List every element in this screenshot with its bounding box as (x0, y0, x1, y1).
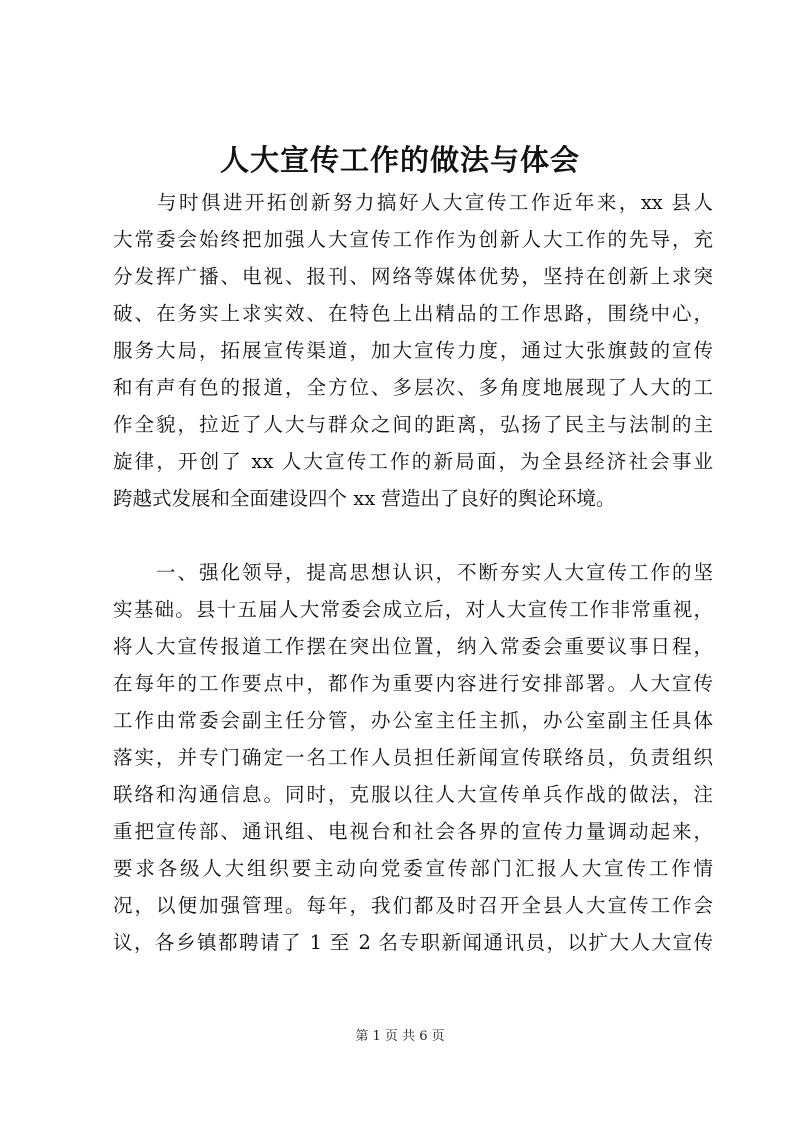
page-footer: 第 1 页 共 6 页 (355, 1029, 445, 1044)
text-line: 况，以便加强管理。每年，我们都及时召开全县人大宣传工作会 (113, 894, 713, 917)
text-line: 跨越式发展和全面建设四个 xx 营造出了良好的舆论环境。 (113, 487, 616, 510)
text-line: 落实，并专门确定一名工作人员担任新闻宣传联络员，负责组织 (113, 746, 713, 769)
paragraph-1 (113, 184, 713, 517)
text-line: 在每年的工作要点中，都作为重要内容进行安排部署。人大宣传 (113, 672, 713, 695)
text-line: 旋律，开创了 xx 人大宣传工作的新局面，为全县经济社会事业 (113, 450, 713, 473)
text-line: 服务大局，拓展宣传渠道，加大宣传力度，通过大张旗鼓的宣传 (113, 339, 713, 362)
text-line: 与时俱进开拓创新努力搞好人大宣传工作近年来，xx 县人 (113, 191, 713, 214)
text-line: 要求各级人大组织要主动向党委宣传部门汇报人大宣传工作情 (113, 857, 713, 880)
text-line: 工作由常委会副主任分管，办公室主任主抓，办公室副主任具体 (113, 709, 713, 732)
text-line: 将人大宣传报道工作摆在突出位置，纳入常委会重要议事日程， (113, 635, 713, 658)
text-line: 议，各乡镇都聘请了 1 至 2 名专职新闻通讯员，以扩大人大宣传 (113, 931, 713, 954)
paragraph-2 (113, 554, 713, 961)
text-line: 联络和沟通信息。同时，克服以往人大宣传单兵作战的做法，注 (113, 783, 713, 806)
text-line: 破、在务实上求实效、在特色上出精品的工作思路，围绕中心， (113, 302, 713, 325)
text-line: 大常委会始终把加强人大宣传工作作为创新人大工作的先导，充 (113, 228, 713, 251)
text-line: 一、强化领导，提高思想认识，不断夯实人大宣传工作的坚 (113, 561, 713, 584)
text-line: 重把宣传部、通讯组、电视台和社会各界的宣传力量调动起来， (113, 820, 713, 843)
document-title: 人大宣传工作的做法与体会 (219, 143, 580, 177)
text-line: 分发挥广播、电视、报刊、网络等媒体优势，坚持在创新上求突 (113, 265, 713, 288)
text-line: 和有声有色的报道，全方位、多层次、多角度地展现了人大的工 (113, 376, 713, 399)
text-line: 作全貌，拉近了人大与群众之间的距离，弘扬了民主与法制的主 (113, 413, 713, 436)
text-line: 实基础。县十五届人大常委会成立后，对人大宣传工作非常重视， (113, 598, 713, 621)
